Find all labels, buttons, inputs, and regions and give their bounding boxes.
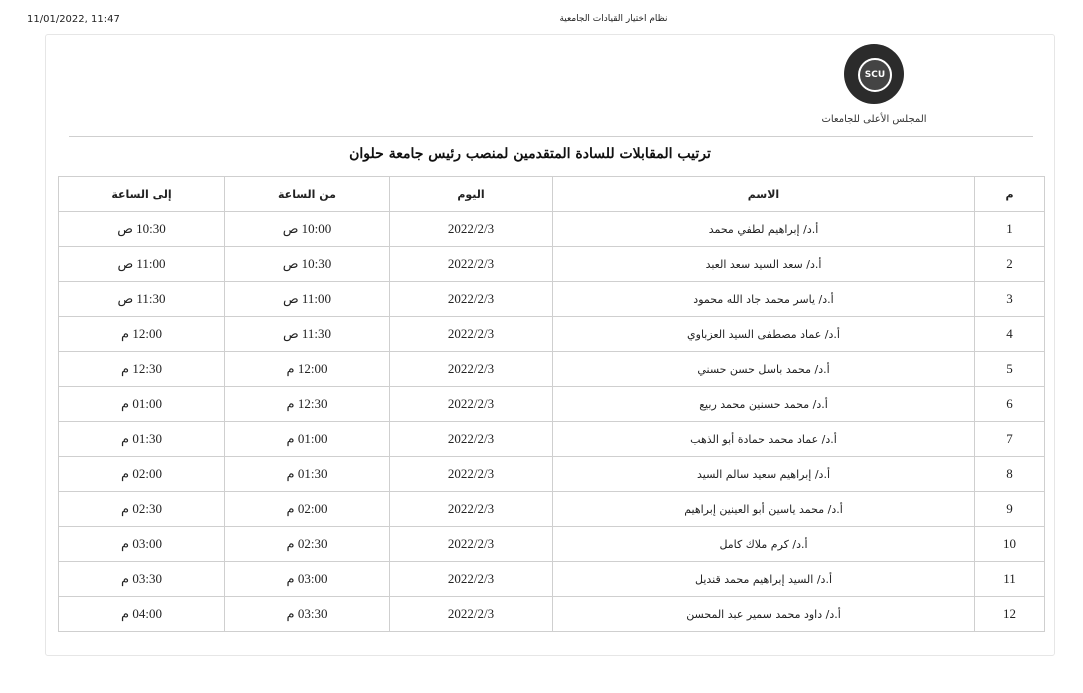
candidate-name: أ.د/ محمد باسل حسن حسني xyxy=(553,352,975,387)
table-row xyxy=(59,317,1045,352)
interview-day: 2022/2/3 xyxy=(390,352,553,387)
time-from: 01:30 م xyxy=(225,457,390,492)
table-row xyxy=(59,282,1045,317)
row-number: 9 xyxy=(975,492,1045,527)
time-from: 03:00 م xyxy=(225,562,390,597)
time-to: 12:00 م xyxy=(59,317,225,352)
table-body xyxy=(59,212,1045,632)
table-row xyxy=(59,597,1045,632)
table-row xyxy=(59,352,1045,387)
header-divider xyxy=(69,136,1033,137)
interview-day: 2022/2/3 xyxy=(390,562,553,597)
candidate-name: أ.د/ سعد السيد سعد العبد xyxy=(553,247,975,282)
interview-day: 2022/2/3 xyxy=(390,247,553,282)
row-number: 1 xyxy=(975,212,1045,247)
interview-day: 2022/2/3 xyxy=(390,282,553,317)
table-row xyxy=(59,387,1045,422)
print-site-title: نظام اختيار القيادات الجامعية xyxy=(559,14,668,24)
interview-day: 2022/2/3 xyxy=(390,492,553,527)
scu-seal-icon xyxy=(844,44,904,104)
row-number: 8 xyxy=(975,457,1045,492)
time-from: 02:30 م xyxy=(225,527,390,562)
candidate-name: أ.د/ السيد إبراهيم محمد قنديل xyxy=(553,562,975,597)
time-from: 12:30 م xyxy=(225,387,390,422)
column-header-to: إلى الساعة xyxy=(59,177,225,212)
candidate-name: أ.د/ محمد ياسين أبو العينين إبراهيم xyxy=(553,492,975,527)
print-datetime: 11/01/2022, 11:47 xyxy=(27,14,120,25)
row-number: 5 xyxy=(975,352,1045,387)
seal-initials: SCU xyxy=(858,58,892,92)
row-number: 7 xyxy=(975,422,1045,457)
time-to: 11:30 ص xyxy=(59,282,225,317)
interview-day: 2022/2/3 xyxy=(390,317,553,352)
candidate-name: أ.د/ إبراهيم سعيد سالم السيد xyxy=(553,457,975,492)
time-to: 01:00 م xyxy=(59,387,225,422)
interview-day: 2022/2/3 xyxy=(390,387,553,422)
time-from: 10:00 ص xyxy=(225,212,390,247)
candidate-name: أ.د/ ياسر محمد جاد الله محمود xyxy=(553,282,975,317)
interview-schedule-table xyxy=(58,176,1045,632)
candidate-name: أ.د/ إبراهيم لطفي محمد xyxy=(553,212,975,247)
document-heading: ترتيب المقابلات للسادة المتقدمين لمنصب رئيس جامعة حلوان xyxy=(349,146,711,162)
candidate-name: أ.د/ محمد حسنين محمد ربيع xyxy=(553,387,975,422)
row-number: 10 xyxy=(975,527,1045,562)
time-to: 12:30 م xyxy=(59,352,225,387)
time-from: 03:30 م xyxy=(225,597,390,632)
interview-day: 2022/2/3 xyxy=(390,527,553,562)
time-from: 02:00 م xyxy=(225,492,390,527)
column-header-from: من الساعة xyxy=(225,177,390,212)
time-to: 03:00 م xyxy=(59,527,225,562)
interview-day: 2022/2/3 xyxy=(390,597,553,632)
row-number: 3 xyxy=(975,282,1045,317)
row-number: 4 xyxy=(975,317,1045,352)
time-from: 12:00 م xyxy=(225,352,390,387)
table-header-row xyxy=(59,177,1045,212)
interview-day: 2022/2/3 xyxy=(390,422,553,457)
time-to: 11:00 ص xyxy=(59,247,225,282)
candidate-name: أ.د/ عماد محمد حمادة أبو الذهب xyxy=(553,422,975,457)
time-to: 02:00 م xyxy=(59,457,225,492)
table-row xyxy=(59,527,1045,562)
interview-day: 2022/2/3 xyxy=(390,212,553,247)
column-header-day: اليوم xyxy=(390,177,553,212)
time-from: 11:30 ص xyxy=(225,317,390,352)
table-row xyxy=(59,212,1045,247)
candidate-name: أ.د/ عماد مصطفى السيد العزباوي xyxy=(553,317,975,352)
row-number: 6 xyxy=(975,387,1045,422)
time-to: 04:00 م xyxy=(59,597,225,632)
time-from: 01:00 م xyxy=(225,422,390,457)
row-number: 12 xyxy=(975,597,1045,632)
org-logo xyxy=(821,44,927,130)
row-number: 11 xyxy=(975,562,1045,597)
time-to: 03:30 م xyxy=(59,562,225,597)
time-to: 01:30 م xyxy=(59,422,225,457)
time-from: 10:30 ص xyxy=(225,247,390,282)
table-row xyxy=(59,562,1045,597)
column-header-name: الاسم xyxy=(553,177,975,212)
time-from: 11:00 ص xyxy=(225,282,390,317)
time-to: 02:30 م xyxy=(59,492,225,527)
column-header-number: م xyxy=(975,177,1045,212)
org-name: المجلس الأعلى للجامعات xyxy=(821,114,927,125)
row-number: 2 xyxy=(975,247,1045,282)
table-row xyxy=(59,492,1045,527)
interview-day: 2022/2/3 xyxy=(390,457,553,492)
table-row xyxy=(59,247,1045,282)
table-row xyxy=(59,422,1045,457)
candidate-name: أ.د/ كرم ملاك كامل xyxy=(553,527,975,562)
table-row xyxy=(59,457,1045,492)
time-to: 10:30 ص xyxy=(59,212,225,247)
candidate-name: أ.د/ داود محمد سمير عبد المحسن xyxy=(553,597,975,632)
